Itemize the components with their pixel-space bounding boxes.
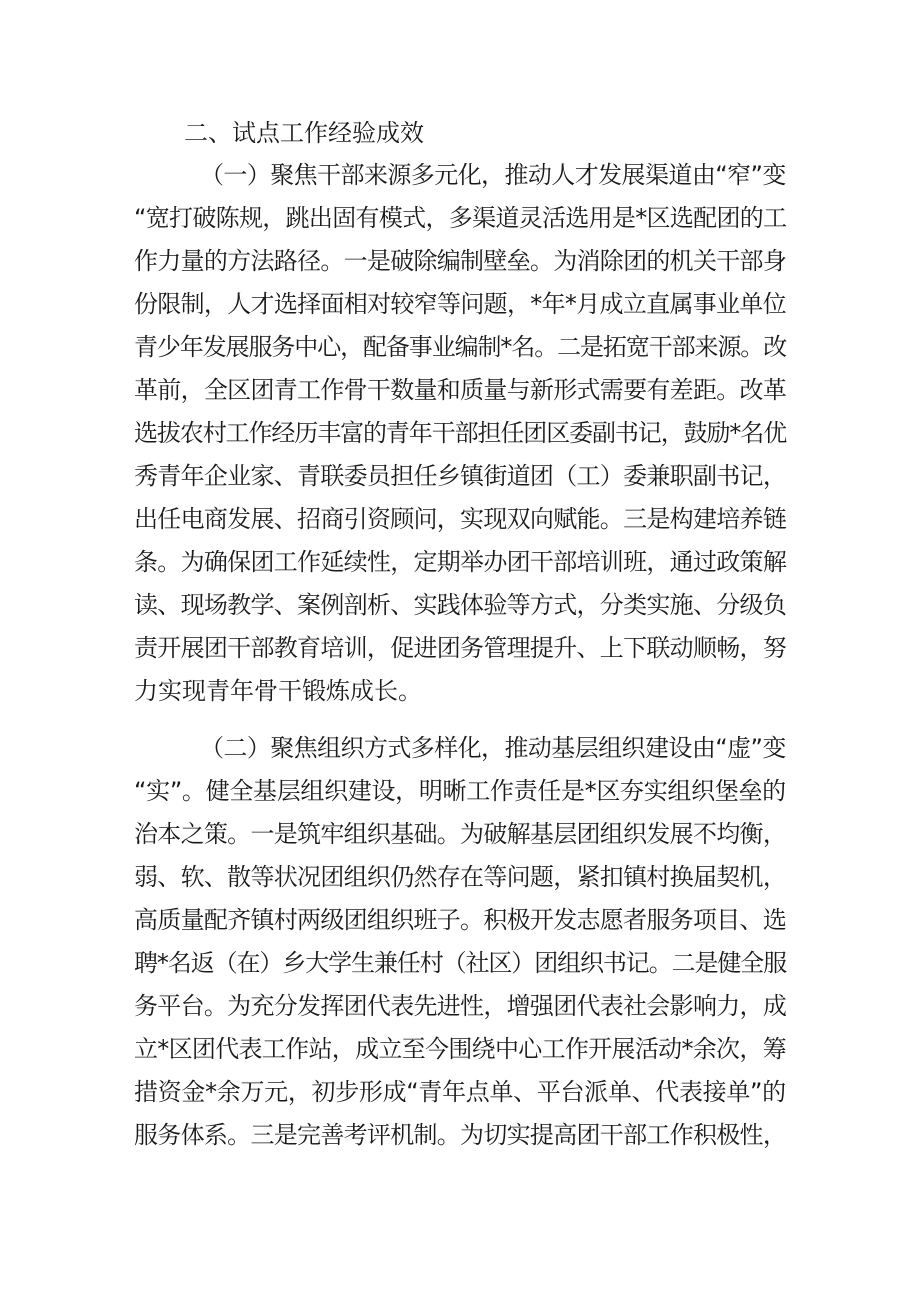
paragraph-line: 条。为确保团工作延续性，定期举办团干部培训班，通过政策解 (134, 548, 787, 576)
paragraph-line: “实”。健全基层组织建设，明晰工作责任是*区夯实组织堡垒的 (134, 777, 786, 805)
paragraph-line: （二）聚焦组织方式多样化，推动基层组织建设由“虚”变 (200, 734, 786, 762)
paragraph-line: 作力量的方法路径。一是破除编制壁垒。为消除团的机关干部身 (134, 247, 787, 275)
paragraph-line: 秀青年企业家、青联委员担任乡镇街道团（工）委兼职副书记， (134, 462, 787, 490)
paragraph-line: 措资金*余万元，初步形成“青年点单、平台派单、代表接单”的 (134, 1078, 786, 1106)
paragraph-line: 青少年发展服务中心，配备事业编制*名。二是拓宽干部来源。改 (134, 333, 787, 361)
paragraph-line: 力实现青年骨干锻炼成长。 (134, 677, 422, 705)
paragraph-line: 选拔农村工作经历丰富的青年干部担任团区委副书记，鼓励*名优 (134, 419, 787, 447)
paragraph-line: 服务体系。三是完善考评机制。为切实提高团干部工作积极性， (134, 1121, 787, 1149)
paragraph-line: 弱、软、散等状况团组织仍然存在等问题，紧扣镇村换届契机， (134, 863, 787, 891)
paragraph-line: 务平台。为充分发挥团代表先进性，增强团代表社会影响力，成 (134, 992, 787, 1020)
paragraph-line: 出任电商发展、招商引资顾问，实现双向赋能。三是构建培养链 (134, 505, 787, 533)
paragraph-line: “宽打破陈规，跳出固有模式，多渠道灵活选用是*区选配团的工 (134, 204, 787, 232)
paragraph-line: 立*区团代表工作站，成立至今围绕中心工作开展活动*余次，筹 (134, 1035, 786, 1063)
paragraph-line: 聘*名返（在）乡大学生兼任村（社区）团组织书记。二是健全服 (134, 949, 787, 977)
paragraph-line: 革前，全区团青工作骨干数量和质量与新形式需要有差距。改革 (134, 376, 787, 404)
paragraph-line: （一）聚焦干部来源多元化，推动人才发展渠道由“窄”变 (200, 161, 786, 189)
paragraph-line: 份限制，人才选择面相对较窄等问题，*年*月成立直属事业单位 (134, 290, 786, 318)
paragraph-line: 高质量配齐镇村两级团组织班子。积极开发志愿者服务项目、选 (134, 906, 787, 934)
paragraph-line: 读、现场教学、案例剖析、实践体验等方式，分类实施、分级负 (134, 591, 787, 619)
paragraph-line: 治本之策。一是筑牢组织基础。为破解基层团组织发展不均衡， (134, 820, 787, 848)
section-heading: 二、试点工作经验成效 (184, 119, 424, 147)
paragraph-line: 责开展团干部教育培训，促进团务管理提升、上下联动顺畅，努 (134, 634, 787, 662)
